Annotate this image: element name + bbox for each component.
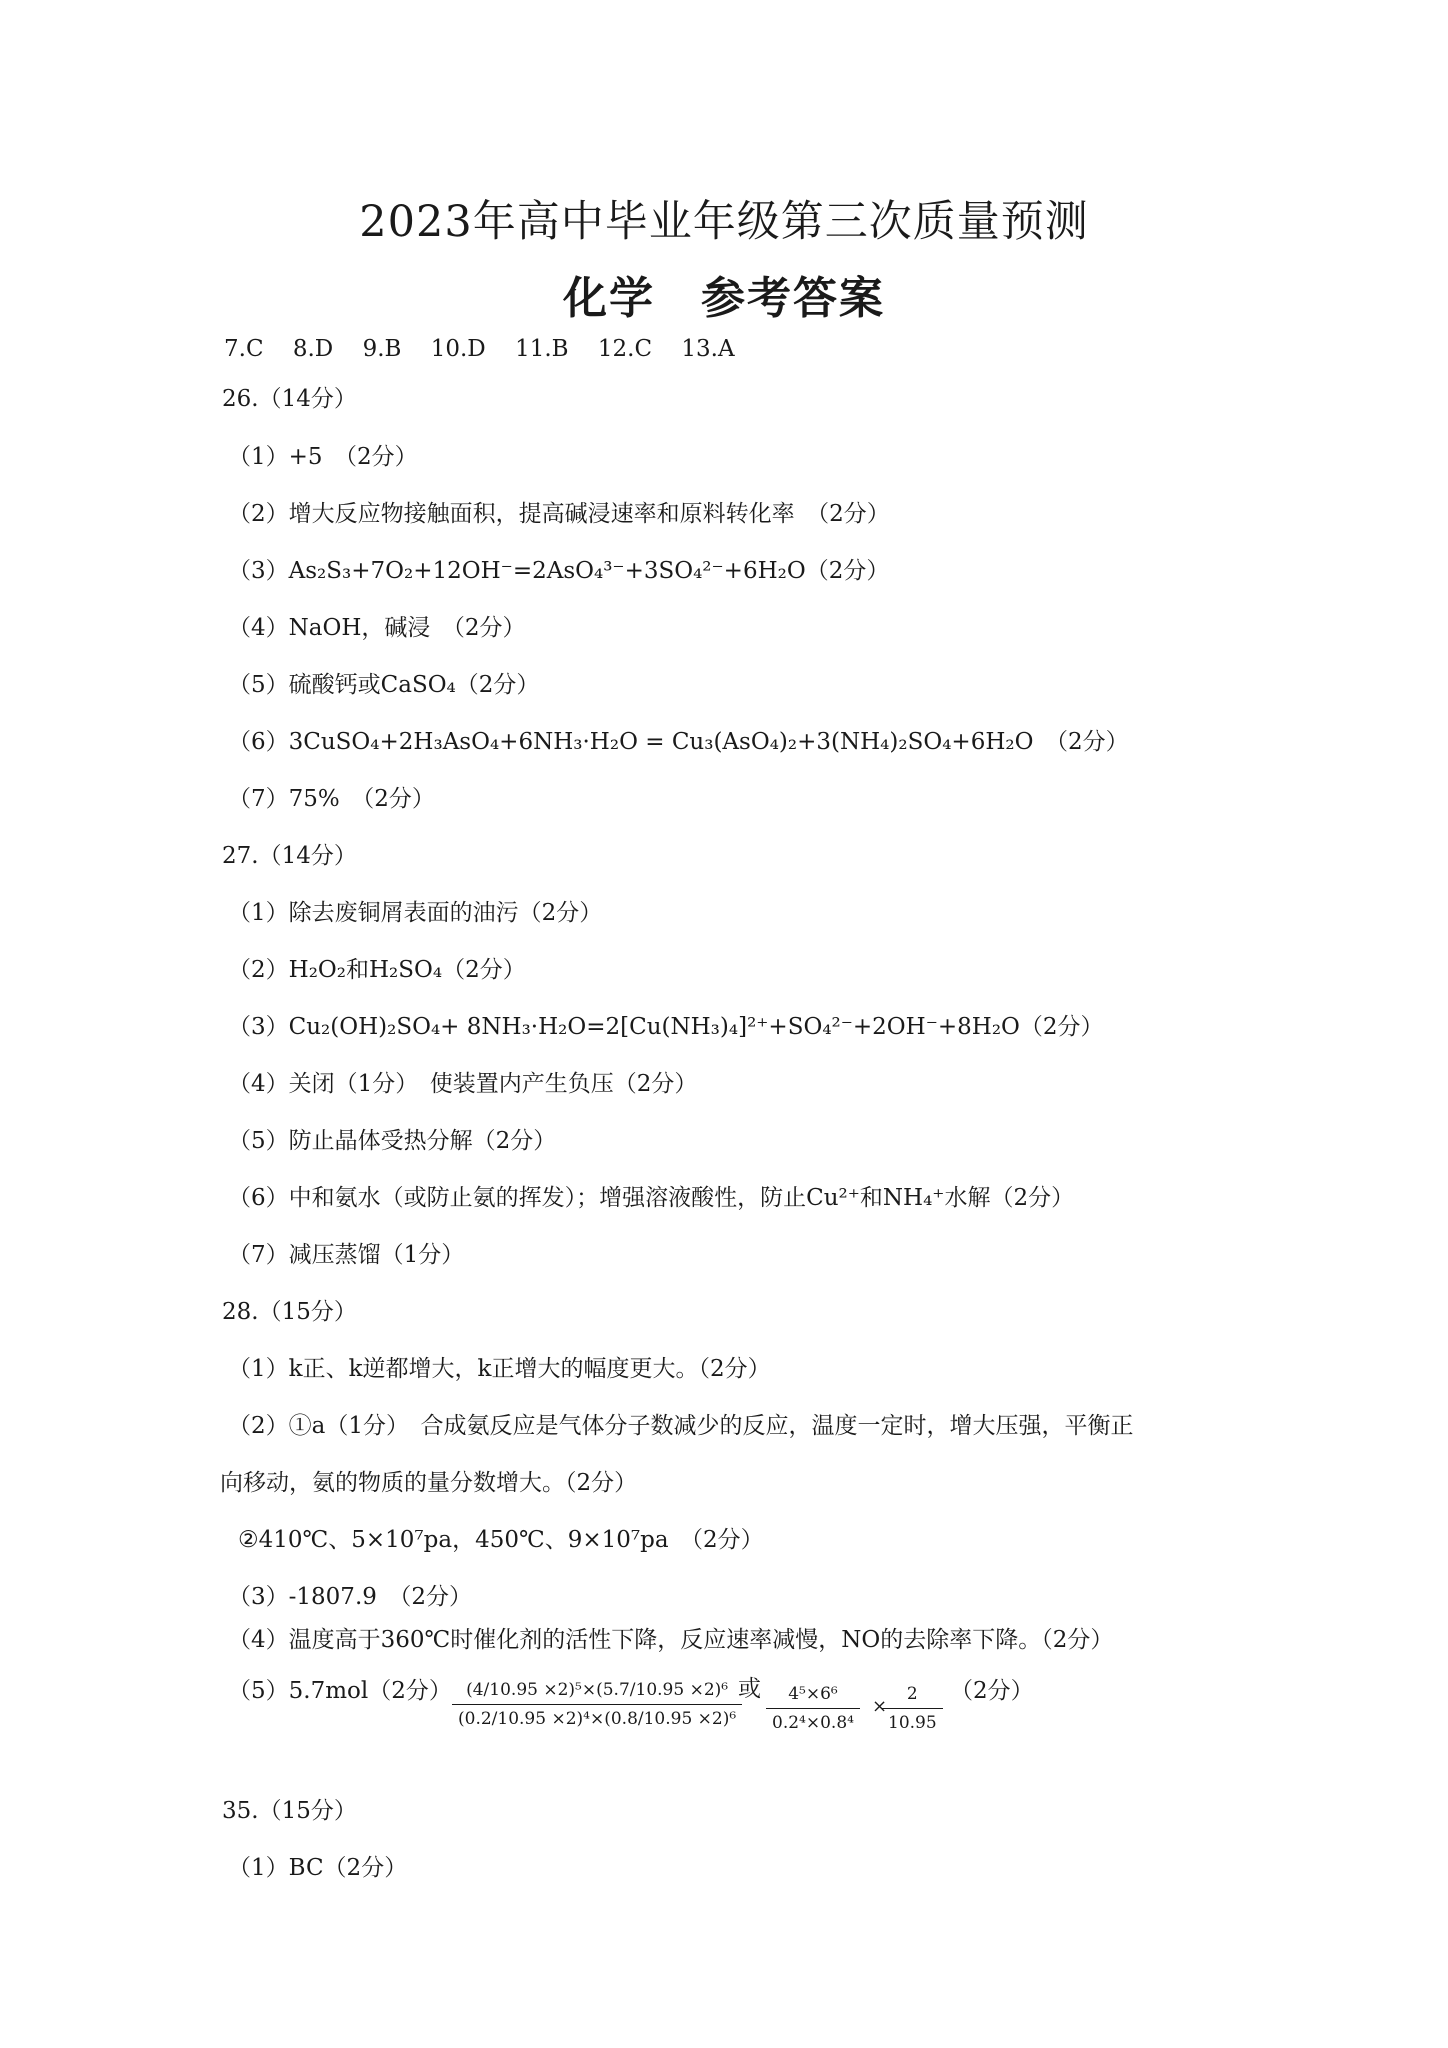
q28-item-1: （1）k正、k逆都增大，k正增大的幅度更大。（2分） (228, 1356, 771, 1382)
fraction-denominator: 10.95 (888, 1713, 937, 1733)
fraction-denominator: (0.2/10.95 ×2)⁴×(0.8/10.95 ×2)⁶ (458, 1709, 737, 1729)
q28-item-4: （4）温度高于360℃时催化剂的活性下降，反应速率减慢，NO的去除率下降。（2分） (228, 1627, 1114, 1653)
q28-item-5: （5）5.7mol（2分） (228, 1678, 452, 1704)
choice-answer: 8.D (292, 336, 334, 362)
q27-item-5: （5）防止晶体受热分解（2分） (228, 1128, 557, 1154)
q26-item-3: （3）As₂S₃+7O₂+12OH⁻=2AsO₄³⁻+3SO₄²⁻+6H₂O（2分） (228, 558, 890, 584)
q28-item-2-continued: 向移动，氨的物质的量分数增大。（2分） (220, 1470, 638, 1496)
equilibrium-constant-expression-2 (766, 1684, 860, 1733)
q35-item-1: （1）BC（2分） (228, 1855, 408, 1881)
fraction-denominator: 0.2⁴×0.8⁴ (772, 1713, 854, 1733)
choice-answer: 11.B (515, 336, 569, 362)
document-title: 2023年高中毕业年级第三次质量预测 (359, 197, 1089, 247)
q27-item-1: （1）除去废铜屑表面的油污（2分） (228, 900, 603, 926)
fraction-numerator: 2 (906, 1684, 918, 1704)
q26-item-2: （2）增大反应物接触面积，提高碱浸速率和原料转化率 （2分） (228, 501, 890, 527)
multiply-sign: × (872, 1696, 888, 1717)
q28-item-3: （3）-1807.9 （2分） (228, 1584, 473, 1610)
choice-answer: 10.D (430, 336, 486, 362)
q35-header: 35.（15分） (222, 1798, 357, 1824)
q27-item-6: （6）中和氨水（或防止氨的挥发）；增强溶液酸性，防止Cu²⁺和NH₄⁺水解（2分） (228, 1185, 1075, 1211)
choice-answer: 9.B (362, 336, 402, 362)
q27-item-2: （2）H₂O₂和H₂SO₄（2分） (228, 957, 526, 983)
equilibrium-constant-expression-3 (882, 1684, 943, 1733)
q26-item-5: （5）硫酸钙或CaSO₄（2分） (228, 672, 540, 698)
q27-item-7: （7）减压蒸馏（1分） (228, 1242, 465, 1268)
document-subtitle: 化学 参考答案 (563, 273, 885, 324)
fraction-numerator: (4/10.95 ×2)⁵×(5.7/10.95 ×2)⁶ (466, 1680, 729, 1700)
q28-item-2-sub: ②410℃、5×10⁷pa，450℃、9×10⁷pa （2分） (238, 1527, 764, 1553)
q27-header: 27.（14分） (222, 843, 357, 869)
q28-item-5-score: （2分） (950, 1678, 1034, 1704)
multiple-choice-answers (224, 336, 757, 362)
q27-item-4: （4）关闭（1分） 使装置内产生负压（2分） (228, 1071, 698, 1097)
q28-item-2: （2）①a（1分） 合成氨反应是气体分子数减少的反应，温度一定时，增大压强，平衡正 (228, 1413, 1134, 1439)
or-connector: 或 (738, 1676, 761, 1702)
fraction-numerator: 4⁵×6⁶ (788, 1684, 838, 1704)
q26-item-6: （6）3CuSO₄+2H₃AsO₄+6NH₃·H₂O = Cu₃(AsO₄)₂+3(NH₄)₂SO₄+6H₂O （2分） (228, 729, 1129, 755)
q26-item-7: （7）75% （2分） (228, 786, 435, 812)
choice-answer: 7.C (224, 336, 264, 362)
q26-item-4: （4）NaOH，碱浸 （2分） (228, 615, 526, 641)
q26-item-1: （1）+5 （2分） (228, 444, 418, 470)
q27-item-3: （3）Cu₂(OH)₂SO₄+ 8NH₃·H₂O=2[Cu(NH₃)₄]²⁺+SO₄²⁻+2OH⁻+8H₂O（2分） (228, 1014, 1104, 1040)
q26-header: 26.（14分） (222, 386, 357, 412)
choice-answer: 12.C (597, 336, 653, 362)
q28-header: 28.（15分） (222, 1299, 357, 1325)
equilibrium-constant-expression-1 (452, 1680, 742, 1729)
choice-answer: 13.A (681, 336, 735, 362)
